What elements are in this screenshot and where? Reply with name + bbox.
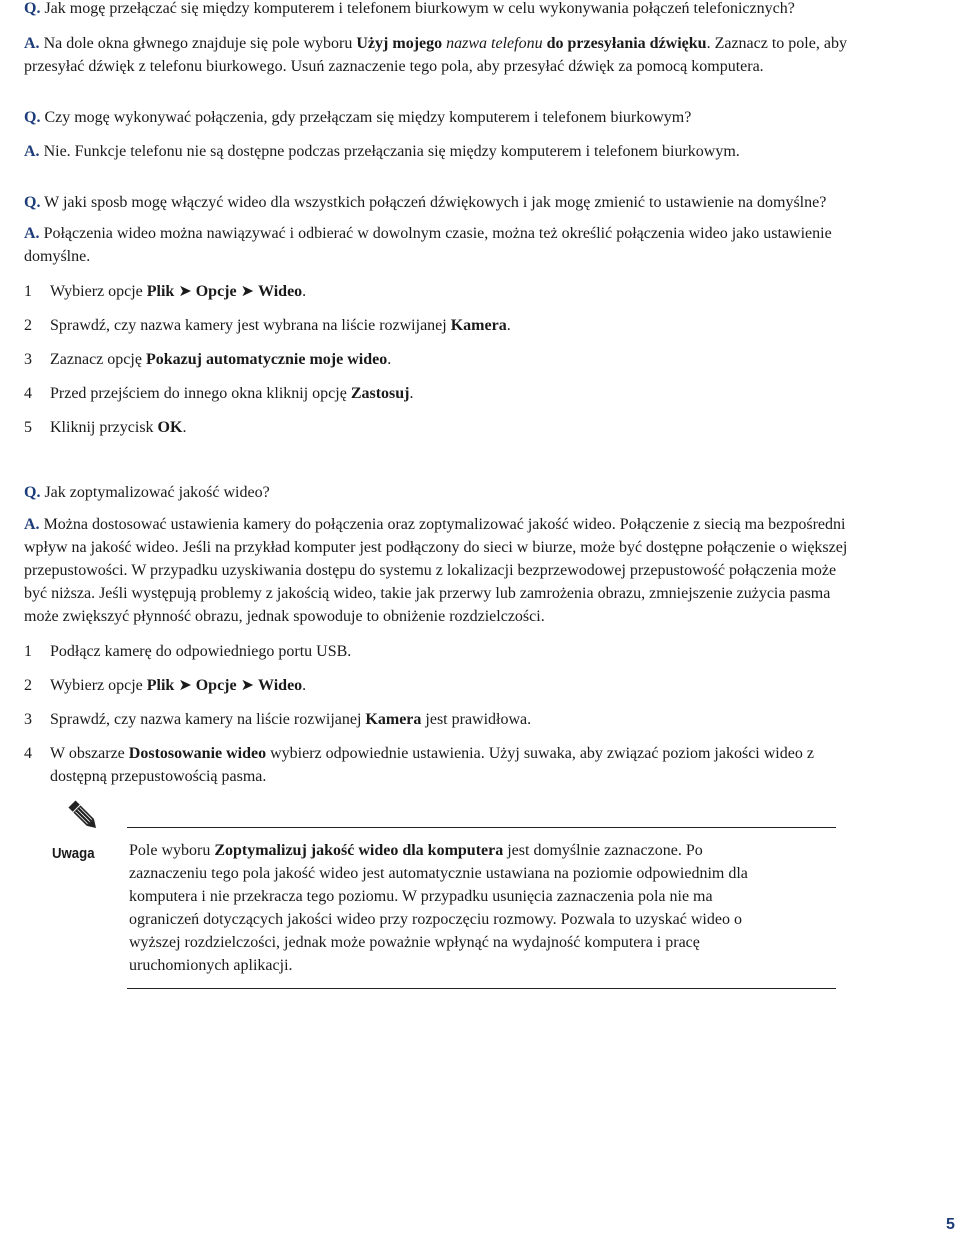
step-item: 3 Zaznacz opcję Pokazuj automatycznie moje wideo. [24, 351, 392, 368]
page-number: 5 [946, 1216, 955, 1233]
step-item: 2 Sprawdź, czy nazwa kamery jest wybrana na liście rozwijanej Kamera. [24, 317, 511, 334]
answer: A. Na dole okna głwnego znajduje się pole wyboru Użyj mojego nazwa telefonu do przesyłania dźwięku. Zaznacz to pole, aby przesyłać dźwięk z telefonu biurkowego. Usuń zaznaczenie tego pola, aby przesyłać dźwięk za pomocą komputera. [24, 35, 847, 75]
step-item: 3 Sprawdź, czy nazwa kamery na liście rozwijanej Kamera jest prawidłowa. [24, 711, 532, 728]
faq-4 [24, 481, 939, 504]
step-item: 4 Przed przejściem do innego okna kliknij opcję Zastosuj. [24, 385, 414, 402]
step-item: 2 Wybierz opcje Plik ➤ Opcje ➤ Wideo. [24, 677, 307, 694]
answer: A. Połączenia wideo można nawiązywać i odbierać w dowolnym czasie, można też określić połączenia wideo jako ustawienie domyślne. [24, 225, 832, 265]
note-label: Uwaga [52, 845, 95, 862]
question: Q. Czy mogę wykonywać połączenia, gdy przełączam się między komputerem i telefonem biurkowym? [24, 109, 692, 126]
question: Q. W jaki sposb mogę włączyć wideo dla wszystkich połączeń dźwiękowych i jak mogę zmienić to ustawienie na domyślne? [24, 194, 827, 211]
answer: A. Nie. Funkcje telefonu nie są dostępne podczas przełączania się między komputerem i telefonem biurkowym. [24, 143, 740, 160]
step-item: 1 Podłącz kamerę do odpowiedniego portu USB. [24, 643, 352, 660]
step-item: 4 W obszarze Dostosowanie wideo wybierz odpowiednie ustawienia. Użyj suwaka, aby związać poziom jakości wideo z dostępną przepustowością pasma. [24, 745, 814, 785]
step-item: 5 Kliknij przycisk OK. [24, 419, 187, 436]
faq-1 [24, 0, 939, 20]
pencil-icon [67, 797, 101, 835]
faq-3 [24, 191, 939, 214]
note-text: Pole wyboru Zoptymalizuj jakość wideo dla komputera jest domyślnie zaznaczone. Po zaznaczeniu tego pola jakość wideo jest automatycznie ustawiana na poziomie odpowiednim dla komputera i nie przekracza tego poziomu. W przypadku usunięcia zaznaczenia pola nie ma ograniczeń dotyczących jakości wideo przy rozpoczęciu rozmowy. Pozwala to uzyskać wideo o wyższej rozdzielczości, jednak może poważnie wpłynąć na wydajność komputera i pracę uruchomionych aplikacji. [129, 842, 748, 974]
step-item: 1 Wybierz opcje Plik ➤ Opcje ➤ Wideo. [24, 283, 307, 300]
note-top-rule [127, 827, 836, 828]
answer: A. Można dostosować ustawienia kamery do połączenia oraz zoptymalizować jakość wideo. Połączenie z siecią ma bezpośredni wpływ na jakość wideo. Jeśli na przykład komputer jest podłączony do sieci w biurze, może być dostępne połączenie o większej przepustowości. W przypadku uzyskiwania dostępu do systemu z lokalizacji bezprzewodowej przepustowość połączenia może być niższa. Jeśli występują problemy z jakością wideo, takie jak przerwy lub zamrożenia obrazu, zmniejszenie zużycia pasma może zwiększyć płynność obrazu, jednak spowoduje to obniżenie rozdzielczości. [24, 516, 848, 625]
note-bottom-rule [127, 988, 836, 989]
faq-2 [24, 106, 939, 129]
question: Q. Jak mogę przełączać się między komputerem i telefonem biurkowym w celu wykonywania połączeń telefonicznych? [24, 0, 795, 17]
question: Q. Jak zoptymalizować jakość wideo? [24, 484, 270, 501]
